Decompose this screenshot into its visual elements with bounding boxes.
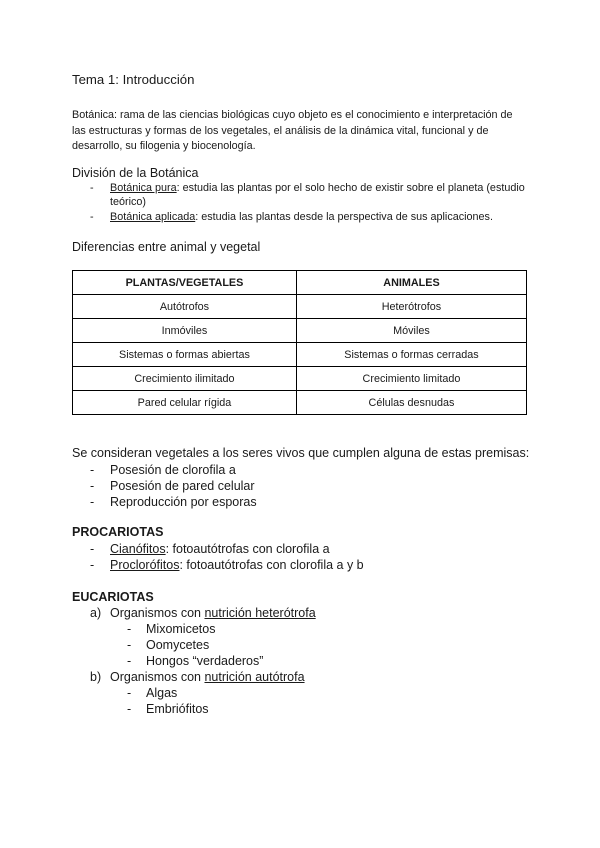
group-item — [72, 669, 528, 685]
table-row — [73, 391, 527, 415]
vegetales-list — [72, 462, 257, 510]
dash-marker: - — [90, 495, 95, 509]
dash-marker: - — [90, 479, 95, 493]
column-header: PLANTAS/VEGETALES — [73, 271, 297, 295]
list-item — [72, 621, 528, 637]
table-cell: Pared celular rígida — [73, 391, 297, 415]
table-cell: Inmóviles — [73, 319, 297, 343]
list-item — [72, 494, 257, 510]
intro-paragraph: Botánica: rama de las ciencias biológicas cuyo objeto es el conocimiento e interpretación de las estructuras y formas de los vegetales, el análisis de la dinámica vital, funcional y de desarrollo, su filogenia y biocenología. — [72, 109, 513, 152]
dash-marker: - — [90, 211, 94, 223]
item-text: : fotoautótrofas con clorofila a — [165, 542, 330, 556]
list-item — [72, 637, 528, 653]
item-text: Reproducción por esporas — [110, 495, 257, 509]
procariotas-heading: PROCARIOTAS — [72, 525, 164, 539]
list-item — [72, 701, 528, 717]
underlined-term: Botánica aplicada — [110, 211, 196, 223]
list-item — [72, 210, 528, 224]
list-item — [72, 478, 257, 494]
underlined-term: Botánica pura — [110, 182, 177, 194]
page-title: Tema 1: Introducción — [72, 72, 195, 87]
column-header: ANIMALES — [296, 271, 526, 295]
table-header-row — [73, 271, 527, 295]
table-row — [73, 367, 527, 391]
list-item — [72, 653, 528, 669]
procariotas-list — [72, 541, 364, 573]
sub-list — [72, 685, 528, 717]
table-row — [73, 319, 527, 343]
table-cell: Heterótrofos — [296, 295, 526, 319]
table-row — [73, 343, 527, 367]
dash-marker: - — [127, 654, 132, 668]
table-cell: Crecimiento ilimitado — [73, 367, 297, 391]
list-item — [72, 685, 528, 701]
table-cell: Sistemas o formas cerradas — [296, 343, 526, 367]
item-text: Embriófitos — [146, 702, 209, 716]
dash-marker: - — [90, 182, 94, 194]
item-text: Hongos “verdaderos” — [146, 654, 264, 668]
item-text: Posesión de clorofila a — [110, 463, 236, 477]
item-text: Posesión de pared celular — [110, 479, 255, 493]
item-text: : estudia las plantas por el solo hecho de existir sobre el planeta (estudio teórico) — [110, 182, 525, 208]
table-cell: Células desnudas — [296, 391, 526, 415]
item-text: : estudia las plantas desde la perspectiva de sus aplicaciones. — [195, 211, 493, 223]
group-prefix: Organismos con — [110, 670, 205, 684]
dash-marker: - — [90, 463, 95, 477]
underlined-term: Cianófitos — [110, 542, 166, 556]
table-cell: Móviles — [296, 319, 526, 343]
diferencias-heading: Diferencias entre animal y vegetal — [72, 240, 261, 254]
group-item — [72, 605, 528, 621]
table-cell: Autótrofos — [73, 295, 297, 319]
dash-marker: - — [127, 686, 132, 700]
eucariotas-heading: EUCARIOTAS — [72, 590, 154, 604]
table-cell: Sistemas o formas abiertas — [73, 343, 297, 367]
item-text: : fotoautótrofas con clorofila a y b — [179, 558, 364, 572]
eucariotas-list — [72, 605, 528, 717]
division-heading: División de la Botánica — [72, 166, 199, 180]
dash-marker: - — [90, 542, 95, 556]
underlined-term: Proclorófitos — [110, 558, 180, 572]
comparison-table — [72, 270, 527, 415]
dash-marker: - — [127, 638, 132, 652]
table-cell: Crecimiento limitado — [296, 367, 526, 391]
letter-marker: a) — [90, 606, 102, 620]
list-item — [72, 181, 528, 209]
dash-marker: - — [127, 702, 132, 716]
table-row — [73, 295, 527, 319]
dash-marker: - — [127, 622, 132, 636]
vegetales-heading: Se consideran vegetales a los seres vivos que cumplen alguna de estas premisas: — [72, 446, 530, 460]
underlined-term: nutrición heterótrofa — [204, 606, 316, 620]
list-item — [72, 541, 364, 557]
underlined-term: nutrición autótrofa — [204, 670, 305, 684]
group-prefix: Organismos con — [110, 606, 205, 620]
division-list — [72, 181, 528, 225]
letter-marker: b) — [90, 670, 102, 684]
dash-marker: - — [90, 558, 95, 572]
sub-list — [72, 621, 528, 669]
item-text: Algas — [146, 686, 178, 700]
item-text: Mixomicetos — [146, 622, 216, 636]
list-item — [72, 557, 364, 573]
item-text: Oomycetes — [146, 638, 210, 652]
list-item — [72, 462, 257, 478]
